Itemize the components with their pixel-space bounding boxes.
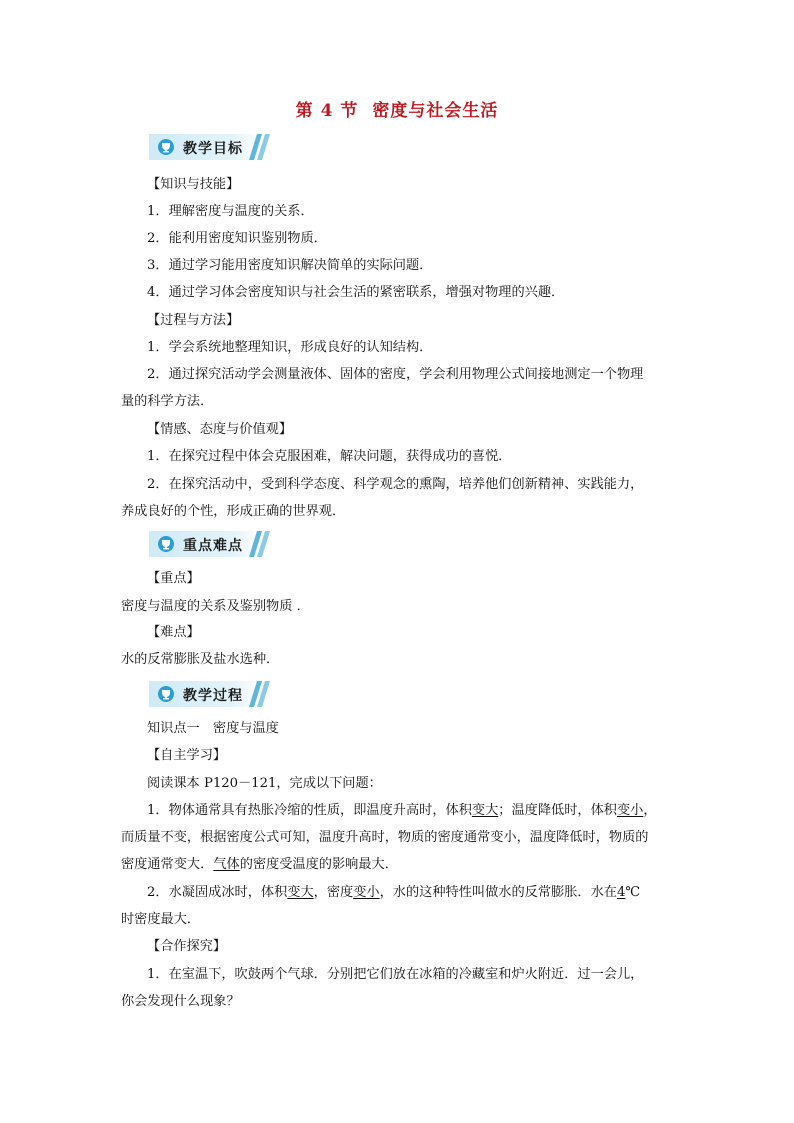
page-title xyxy=(0,96,794,121)
trophy-icon xyxy=(158,686,174,702)
question-2-line-1 xyxy=(147,884,681,902)
knowledge-item: 2．能利用密度知识鉴别物质． xyxy=(147,231,327,246)
process-item: 2．通过探究活动学会测量液体、固体的密度，学会利用物理公式间接地测定一个物理 xyxy=(147,367,644,382)
section-title: 教学目标 xyxy=(183,141,243,157)
text-run: ，水的这种特性叫做水的反常膨胀．水在 xyxy=(379,885,617,900)
text-run: ，密度 xyxy=(313,885,354,900)
cooperation-item: 1．在室温下，吹鼓两个气球．分别把它们放在冰箱的冷藏室和炉火附近．过一会儿， xyxy=(147,967,644,982)
section-title: 教学过程 xyxy=(183,688,243,704)
text-run: ， xyxy=(643,803,657,818)
text-run: 2．水凝固成冰时，体积 xyxy=(147,885,288,900)
heading-difficulty: 【难点】 xyxy=(147,625,200,640)
heading-key: 【重点】 xyxy=(147,571,200,586)
knowledge-item: 4．通过学习体会密度知识与社会生活的紧密联系，增强对物理的兴趣． xyxy=(147,285,565,300)
answer-blank: 变小 xyxy=(353,885,380,900)
knowledge-item: 1．理解密度与温度的关系． xyxy=(147,204,314,219)
question-1-line-2: 而质量不变，根据密度公式可知，温度升高时，物质的密度通常变小，温度降低时，物质的 xyxy=(121,830,649,845)
emotion-item: 2．在探究活动中，受到科学态度、科学观念的熏陶，培养他们创新精神、实践能力， xyxy=(147,477,644,492)
heading-cooperation: 【合作探究】 xyxy=(147,939,227,954)
answer-blank: 4 xyxy=(616,885,626,900)
question-1-line-3 xyxy=(121,856,681,874)
text-run: 的密度受温度的影响最大． xyxy=(239,857,398,872)
trophy-icon xyxy=(158,139,174,155)
process-item-continued: 量的科学方法． xyxy=(121,394,214,409)
cooperation-item-continued: 你会发现什么现象？ xyxy=(121,994,240,1009)
text-run: 1．物体通常具有热胀冷缩的性质，即温度升高时，体积 xyxy=(147,803,472,818)
heading-self-study: 【自主学习】 xyxy=(147,748,227,763)
section-header-process xyxy=(149,681,275,707)
answer-blank: 变大 xyxy=(287,885,314,900)
heading-knowledge: 【知识与技能】 xyxy=(147,177,240,192)
difficulty-text: 水的反常膨胀及盐水选种． xyxy=(121,652,280,667)
emotion-item: 1．在探究过程中体会克服困难，解决问题，获得成功的喜悦． xyxy=(147,449,512,464)
title-prefix: 第 4 节 xyxy=(295,101,359,121)
trophy-icon xyxy=(158,536,174,552)
question-1-line-1 xyxy=(147,802,681,820)
heading-emotion: 【情感、态度与价值观】 xyxy=(147,422,293,437)
answer-blank: 气体 xyxy=(213,857,240,872)
knowledge-point-title: 知识点一 密度与温度 xyxy=(147,721,279,736)
answer-blank: 变大 xyxy=(471,803,499,818)
process-item: 1．学会系统地整理知识，形成良好的认知结构． xyxy=(147,340,433,355)
section-header-objectives xyxy=(149,134,275,160)
emotion-item-continued: 养成良好的个性，形成正确的世界观． xyxy=(121,504,346,519)
title-main: 密度与社会生活 xyxy=(372,101,499,121)
question-2-line-2: 时密度最大． xyxy=(121,912,201,927)
section-title: 重点难点 xyxy=(183,538,243,554)
section-header-keypoints xyxy=(149,531,275,557)
text-run: 密度通常变大． xyxy=(121,857,214,872)
knowledge-item: 3．通过学习能用密度知识解决简单的实际问题． xyxy=(147,258,433,273)
answer-blank: 变小 xyxy=(616,803,644,818)
text-run: ℃ xyxy=(625,885,641,900)
heading-process-method: 【过程与方法】 xyxy=(147,313,240,328)
text-run: ；温度降低时，体积 xyxy=(498,803,617,818)
key-text: 密度与温度的关系及鉴别物质 ． xyxy=(121,599,310,614)
reading-instruction: 阅读课本 P120－121，完成以下问题： xyxy=(147,776,382,791)
